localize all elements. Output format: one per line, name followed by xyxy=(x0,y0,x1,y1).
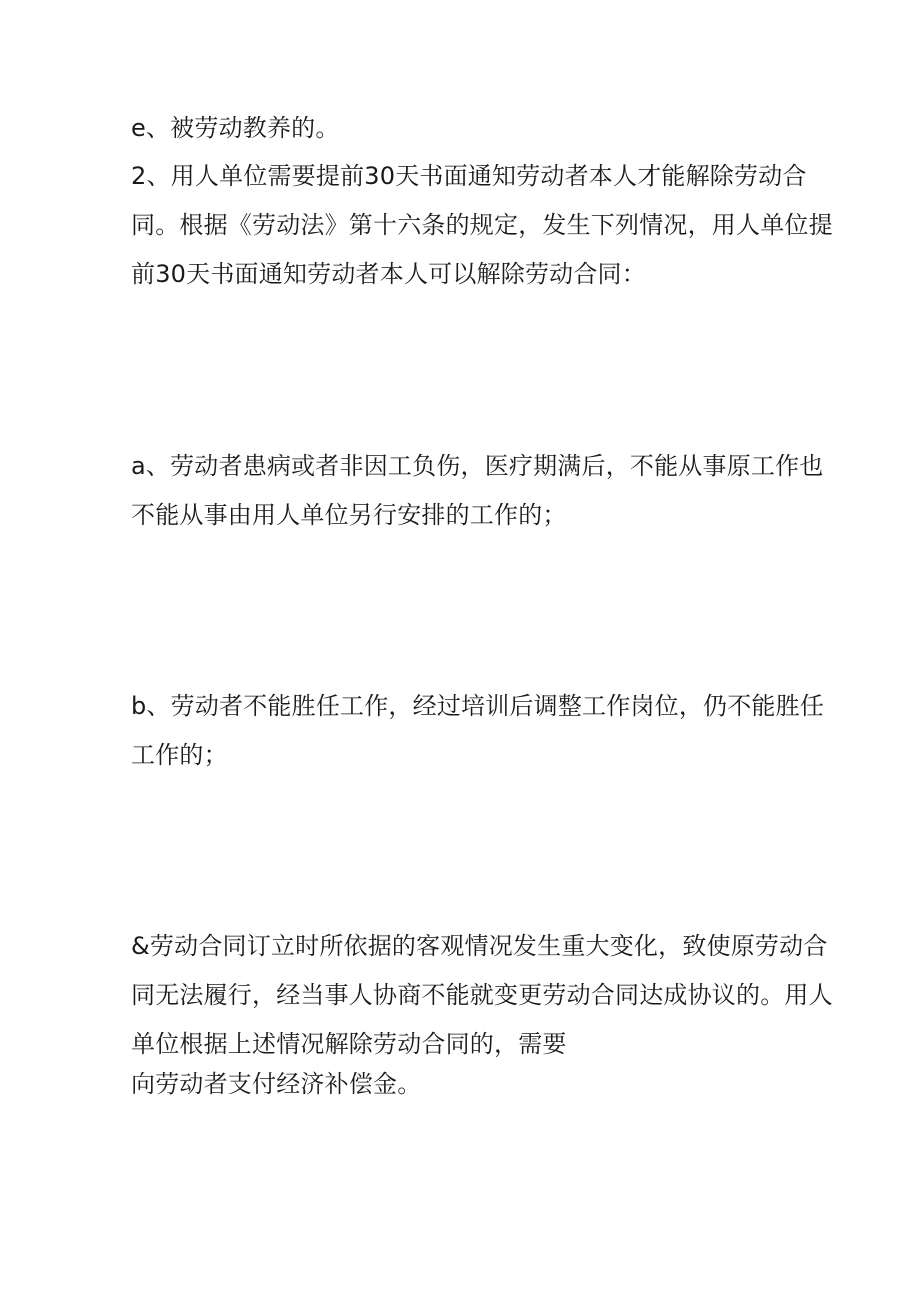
item-b-line-1: b、劳动者不能胜任工作，经过培训后调整工作岗位，仍不能胜任 xyxy=(131,692,825,720)
section-2-line-3: 前30天书面通知劳动者本人可以解除劳动合同： xyxy=(131,260,646,288)
item-a-line-2: 不能从事由用人单位另行安排的工作的； xyxy=(131,501,567,529)
item-c-line-4: 向劳动者支付经济补偿金。 xyxy=(131,1070,422,1098)
section-2-line-1: 2、用人单位需要提前30天书面通知劳动者本人才能解除劳动合 xyxy=(131,162,807,190)
item-c-line-1: &劳动合同订立时所依据的客观情况发生重大变化，致使原劳动合 xyxy=(131,932,828,960)
item-c-line-2: 同无法履行，经当事人协商不能就变更劳动合同达成协议的。用人 xyxy=(131,981,833,1009)
section-2-line-2: 同。根据《劳动法》第十六条的规定，发生下列情况，用人单位提 xyxy=(131,211,833,239)
item-a-line-1: a、劳动者患病或者非因工负伤，医疗期满后，不能从事原工作也 xyxy=(131,452,824,480)
item-b-line-2: 工作的； xyxy=(131,741,228,769)
item-e-line: e、被劳动教养的。 xyxy=(131,114,340,142)
item-c-line-3: 单位根据上述情况解除劳动合同的，需要 xyxy=(131,1030,567,1058)
